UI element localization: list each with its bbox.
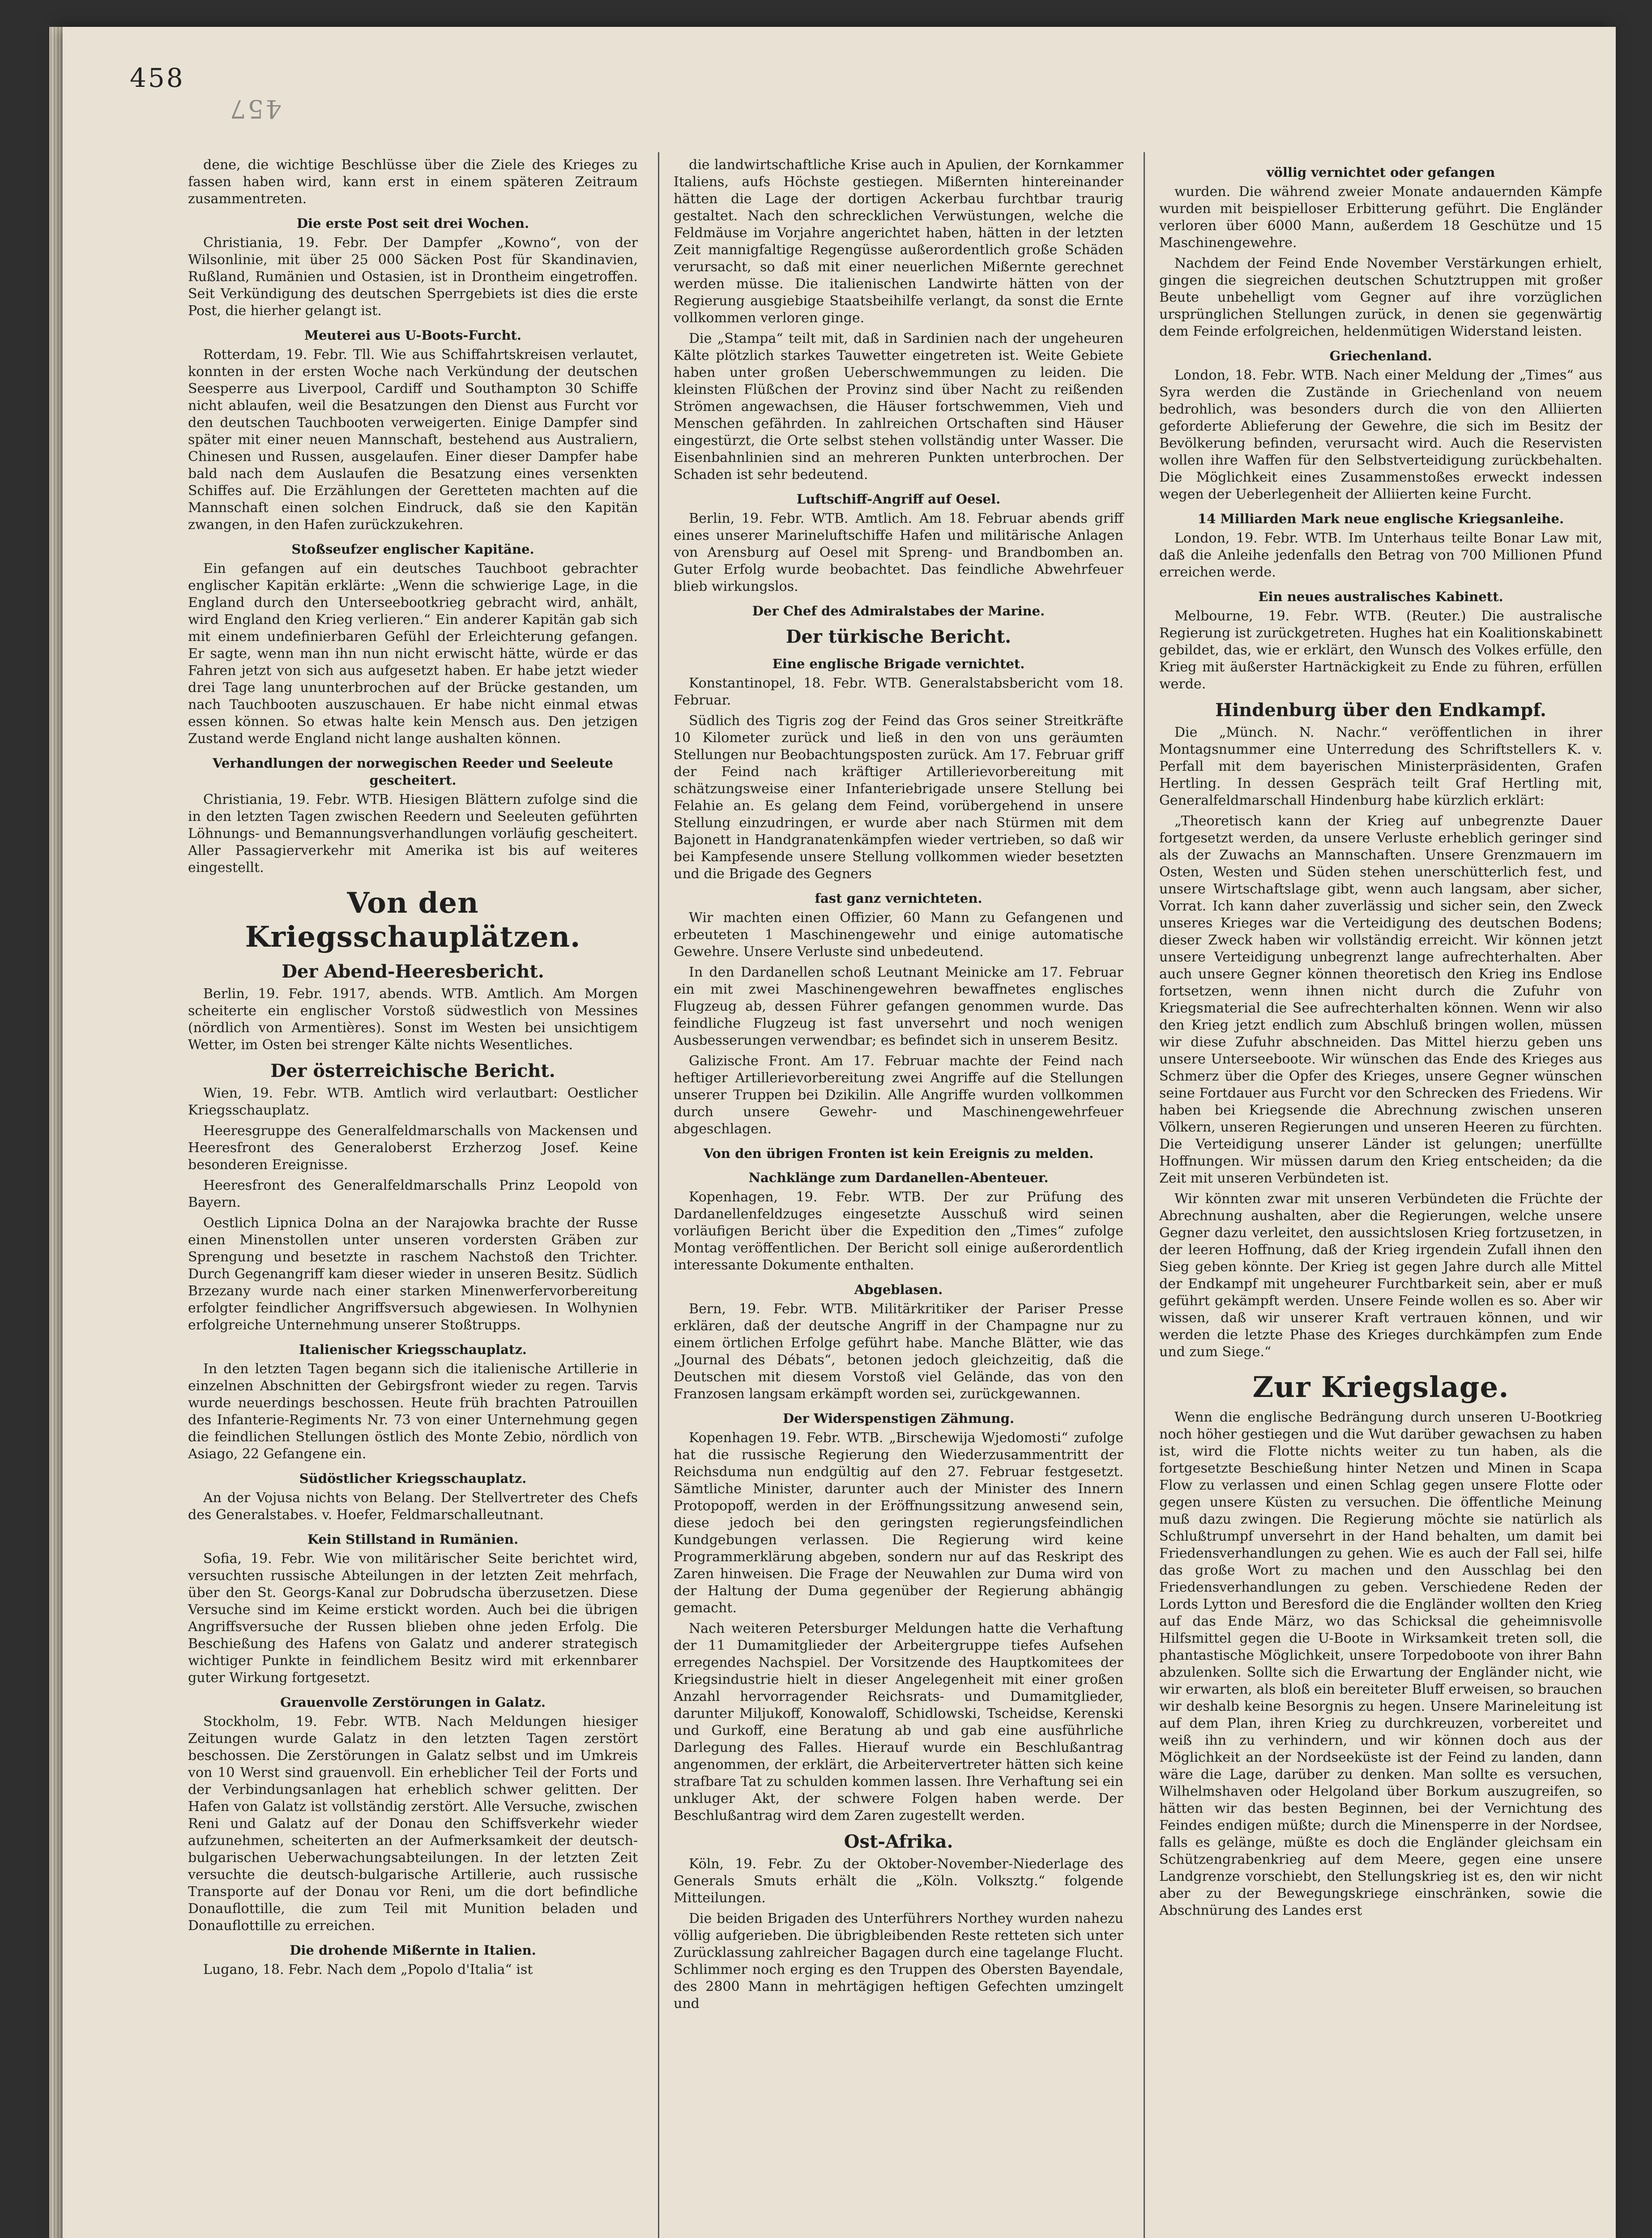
column-1 xyxy=(188,157,638,1982)
article-paragraph: Bern, 19. Febr. WTB. Militärkritiker der Pariser Presse erklären, daß der deutsche Angriff in der Champagne nur zu einem örtlichen Erfolge geführt habe. Manche Blätter, wie das „Journal des Débats“, betonen jedoch gleichzeitig, daß die Deutschen mit diesem Vorstoß viel Gelände, das von den Franzosen langsam erkämpft worden sei, zurückgewannen. xyxy=(674,1301,1123,1402)
article-heading: Der Widerspenstigen Zähmung. xyxy=(782,1411,1015,1426)
article-heading: Grauenvolle Zerstörungen in Galatz. xyxy=(280,1695,546,1710)
article-heading: Der österreichische Bericht. xyxy=(270,1060,555,1081)
article-heading: Kein Stillstand in Rumänien. xyxy=(307,1532,519,1547)
article-paragraph: In den letzten Tagen begann sich die italienische Artillerie in einzelnen Abschnitten der Gebirgsfront wieder zu regen. Tarvis wurde neuerdings beschossen. Heute früh brachten Patrouillen des Infanterie-Regiments Nr. 73 von einer Unternehmung gegen die feindlichen Stellungen östlich des Monte Zebio, nördlich von Asiago, 22 Gefangene ein. xyxy=(188,1361,638,1462)
article-paragraph: Die „Stampa“ teilt mit, daß in Sardinien nach der ungeheuren Kälte plötzlich starkes Tauwetter eingetreten ist. Weite Gebiete haben unter großen Ueberschwemmungen zu leiden. Die kleinsten Flüßchen der Provinz sind über Nacht zu reißenden Strömen angewachsen, die Häuser fortschwemmen, Vieh und Menschen gefährden. In zahlreichen Ortschaften sind Häuser eingestürzt, die Orte selbst stehen vollständig unter Wasser. Die Eisenbahnlinien sind an mehreren Punkten unterbrochen. Der Schaden ist sehr bedeutend. xyxy=(674,331,1123,483)
article-heading: Abgeblasen. xyxy=(854,1282,943,1297)
article-paragraph: Kopenhagen 19. Febr. WTB. „Birschewija Wjedomosti“ zufolge hat die russische Regierung den Wiederzusammentritt der Reichsduma nun endgültig auf den 27. Februar festgesetzt. Sämtliche Minister, darunter auch der Minister des Innern Protopopoff, werden in der Eröffnungssitzung anwesend sein, diese jedoch bei den geringsten regierungsfeindlichen Kundgebungen verlassen. Die Regierung wird keine Programmerklärung abgeben, sondern nur auf das Reskript des Zaren hinweisen. Die Frage der Neuwahlen zur Duma wird von der Haltung der Duma gegenüber der Regierung abhängig gemacht. xyxy=(674,1430,1123,1616)
article-paragraph: In den Dardanellen schoß Leutnant Meinicke am 17. Februar ein mit zwei Maschinengewehren bewaffnetes englisches Flugzeug ab, dessen Führer gefangen genommen wurde. Das feindliche Flugzeug ist fast unversehrt und noch wenigen Ausbesserungen verwendbar; es befindet sich in unserem Besitz. xyxy=(674,965,1123,1048)
article-paragraph: Südlich des Tigris zog der Feind das Gros seiner Streitkräfte 10 Kilometer zurück und ließ in den von uns geräumten Stellungen nur Beobachtungsposten zurück. Am 17. Februar griff der Feind nach kräftiger Artillerievorbereitung mit schätzungsweise einer Infanteriebrigade unsere Stellung bei Felahie an. Es gelang dem Feind, vorübergehend in unsere Stellung einzudringen, er wurde aber nach Stürmen mit dem Bajonett in Handgranatenkämpfen wieder vertrieben, so daß wir bei Kampfesende unsere Stellung vollkommen wieder besetzten und die Brigade des Gegners xyxy=(674,713,1123,882)
article-paragraph: Heeresgruppe des Generalfeldmarschalls von Mackensen und Heeresfront des Generaloberst Erzherzog Josef. Keine besonderen Ereignisse. xyxy=(188,1123,638,1173)
article-paragraph: Wir machten einen Offizier, 60 Mann zu Gefangenen und erbeuteten 1 Maschinengewehr und einige automatische Gewehre. Unsere Verluste sind unbedeutend. xyxy=(674,910,1123,960)
article-heading: 14 Milliarden Mark neue englische Kriegsanleihe. xyxy=(1197,511,1564,526)
article-paragraph: wurden. Die während zweier Monate andauernden Kämpfe wurden mit beispielloser Erbitterung geführt. Die Engländer verloren über 6000 Mann, außerdem 18 Geschütze und 15 Maschinengewehre. xyxy=(1159,184,1602,251)
article-paragraph: die landwirtschaftliche Krise auch in Apulien, der Kornkammer Italiens, aufs Höchste gestiegen. Mißernten hintereinander hätten die Lage der dortigen Ackerbau furchtbar traurig gestaltet. Nach den schrecklichen Verwüstungen, welche die Feldmäuse im Vorjahre angerichtet haben, hätten in der letzten Zeit mannigfaltige Regengüsse außerordentlich große Schäden verursacht, so daß mit einer neuerlichen Mißernte gerechnet werden müsse. Die italienischen Landwirte hätten von der Regierung ausgiebige Staatsbeihilfe verlangt, da sonst die Ernte vollkommen verloren ginge. xyxy=(674,157,1123,326)
article-paragraph: Christiania, 19. Febr. WTB. Hiesigen Blättern zufolge sind die in den letzten Tagen zwischen Reedern und Seeleuten geführten Löhnungs- und Bemannungsverhandlungen vorläufig gescheitert. Aller Passagierverkehr mit Amerika ist bis auf weiteres eingestellt. xyxy=(188,792,638,876)
article-paragraph: Melbourne, 19. Febr. WTB. (Reuter.) Die australische Regierung ist zurückgetreten. Hughes hat ein Koalitionskabinett gebildet, das, wie er erklärt, den Wunsch des Volkes erfülle, den Krieg mit äußerster Hartnäckigkeit zu Ende zu führen, erfüllen werde. xyxy=(1159,608,1602,692)
article-paragraph: An der Vojusa nichts von Belang. Der Stellvertreter des Chefs des Generalstabes. v. Hoefer, Feldmarschalleutnant. xyxy=(188,1490,638,1523)
article-paragraph: Die beiden Brigaden des Unterführers Northey wurden nahezu völlig aufgerieben. Die übrigbleibenden Reste retteten sich unter Zurücklassung zahlreicher Bagagen durch eine tagelange Flucht. Schlimmer noch erging es den Truppen des Obersten Bayendale, des 2800 Mann in mehrtägigen heftigen Gefechten umzingelt und xyxy=(674,1911,1123,2012)
article-heading: Meuterei aus U-Boots-Furcht. xyxy=(304,328,522,343)
article-paragraph: Die „Münch. N. Nachr.“ veröffentlichen in ihrer Montagsnummer eine Unterredung des Schriftstellers K. v. Perfall mit dem bayerischen Ministerpräsidenten, Grafen Hertling. In dessen Gespräch teilt Graf Hertling mit, Generalfeldmarschall Hindenburg habe kürzlich erklärt: xyxy=(1159,725,1602,808)
article-heading: Stoßseufzer englischer Kapitäne. xyxy=(291,542,534,557)
page-number: 458 xyxy=(130,63,185,93)
article-heading: Von den übrigen Fronten ist kein Ereignis zu melden. xyxy=(703,1146,1094,1161)
article-heading: Die erste Post seit drei Wochen. xyxy=(296,216,529,231)
article-heading: fast ganz vernichteten. xyxy=(815,891,982,906)
article-paragraph: Lugano, 18. Febr. Nach dem „Popolo d'Italia“ ist xyxy=(203,1962,533,1977)
article-paragraph: Wenn die englische Bedrängung durch unseren U-Bootkrieg noch höher gestiegen und die Wut darüber gewachsen zu haben ist, wird die Flotte nichts weiter zu tun haben, als die fortgesetzte Beschießung hinter Netzen und Minen in Scapa Flow zu verlassen und einen Schlag gegen unsere Flotte oder gegen unsere Küsten zu versuchen. Die öffentliche Meinung muß dazu zwingen. Die Regierung möchte sie natürlich als Schlußtrumpf unversehrt in der Hand behalten, um damit bei Friedensverhandlungen zu gehen. Wie es auch der Fall sei, hilfe das große Wort zu machen und den Ausschlag bei den Friedensverhandlungen zu geben. Verschiedene Reden der Lords Lytton und Beresford die die Engländer wollten den Krieg auf das Ende März, wo das Schicksal die geheimnisvolle Hilfsmittel gegen die U-Boote in Wirksamkeit treten soll, die phantastische Möglichkeit, unsere Torpedoboote von ihrer Bahn abzulenken. Sollte sich die Erwartung der Engländer nicht, wie wir erwarten, als bloß ein bereiteter Bluff erweisen, so brauchen wir deshalb keine Besorgnis zu hegen. Unsere Marineleitung ist auf dem Plan, ihren Krieg zu durchkreuzen, vorbereitet und weiß ihn zu verhindern, und wir können doch aus der Möglichkeit an der Nordseeküste ist der Feind zu landen, dann wäre die Lage, darüber zu denken. Man sollte es versuchen, Wilhelmshaven oder Helgoland über Borkum auszugreifen, so hätten wir das besten Beginnen, bei der Vernichtung des Feindes endigen müßte; durch die Minensperre in der Nordsee, falls es gelänge, müßte es doch die Engländer gleichsam ein Schützengrabenkrieg auf dem Meere, gegen eine unsere Landgrenze vorschiebt, den Stellungskrieg ist es, den wir nicht aber zu der Bewegungskriege einschränken, sowie die Abschnürung des Landes erst xyxy=(1159,1409,1602,1918)
article-paragraph: Oestlich Lipnica Dolna an der Narajowka brachte der Russe einen Minenstollen unter unseren vordersten Gräben zur Sprengung und besetzte in raschem Nachstoß den Trichter. Durch Gegenangriff kam dieser wieder in unseren Besitz. Südlich Brzezany wurde nach einer starken Minenwerfervorbereitung erfolgter feindlicher Angriffsversuch abgewiesen. In Wolhynien erfolgreiche Unternehmung unserer Stoßtrupps. xyxy=(188,1215,638,1333)
article-heading: Verhandlungen der norwegischen Reeder und Seeleute gescheitert. xyxy=(212,756,613,788)
article-paragraph: Galizische Front. Am 17. Februar machte der Feind nach heftiger Artillerievorbereitung zwei Angriffe auf die Stellungen unserer Truppen bei Dzikilin. Alle Angriffe wurden vollkommen durch unsere Gewehr- und Maschinengewehrfeuer abgeschlagen. xyxy=(674,1053,1123,1137)
article-heading: Hindenburg über den Endkampf. xyxy=(1215,700,1546,721)
section-heading: Von den Kriegsschauplätzen. xyxy=(245,886,581,954)
article-paragraph: Rotterdam, 19. Febr. Tll. Wie aus Schiffahrtskreisen verlautet, konnten in der ersten Woche nach Verkündung der deutschen Seesperre aus Liverpool, Cardiff und Southampton 30 Schiffe nicht ablaufen, weil die Besatzungen den Dienst aus Furcht vor den deutschen Tauchbooten verweigerten. Einige Dampfer sind später mit einer neuen Mannschaft, bestehend aus Australiern, Chinesen und Russen, ausgelaufen. Einer dieser Dampfer habe bald nach dem Auslaufen die Besatzung eines versenkten Schiffes auf. Die Erzählungen der Geretteten machten auf die Mannschaft einen solchen Eindruck, daß sie den Kapitän zwangen, in den Hafen zurückzukehren. xyxy=(188,347,638,533)
article-heading: Eine englische Brigade vernichtet. xyxy=(772,656,1025,671)
article-heading: Luftschiff-Angriff auf Oesel. xyxy=(796,491,1001,507)
article-heading: Der Chef des Admiralstabes der Marine. xyxy=(752,603,1045,619)
article-paragraph: Kopenhagen, 19. Febr. WTB. Der zur Prüfung des Dardanellenfeldzuges eingesetzte Ausschuß wird seinen vorläufigen Bericht über die Expedition den „Times“ zufolge Montag veröffentlichen. Der Bericht soll einige außerordentlich interessante Dokumente enthalten. xyxy=(674,1189,1123,1273)
article-paragraph: London, 18. Febr. WTB. Nach einer Meldung der „Times“ aus Syra werden die Zustände in Griechenland von neuem bedrohlich, was besonders durch die von den Alliierten geforderte Ablieferung der Gewehre, die sich im Besitz der Bevölkerung befinden, verursacht wird. Auch die Reservisten wollen ihre Waffen für den Selbstverteidigung zurückbehalten. Die Möglichkeit eines Zusammenstoßes erweckt indessen wegen der Ueberlegenheit der Alliierten keine Furcht. xyxy=(1159,367,1602,502)
article-paragraph: Heeresfront des Generalfeldmarschalls Prinz Leopold von Bayern. xyxy=(188,1178,638,1210)
article-paragraph: Berlin, 19. Febr. WTB. Amtlich. Am 18. Februar abends griff eines unserer Marineluftschiffe Hafen und militärische Anlagen von Arensburg auf Oesel mit Spreng- und Brandbomben an. Guter Erfolg wurde beobachtet. Das feindliche Abwehrfeuer blieb wirkungslos. xyxy=(674,511,1123,594)
article-heading: Griechenland. xyxy=(1329,348,1432,363)
article-heading: völlig vernichtet oder gefangen xyxy=(1266,165,1495,180)
article-heading: Italienischer Kriegsschauplatz. xyxy=(299,1342,527,1357)
article-paragraph: Köln, 19. Febr. Zu der Oktober-November-Niederlage des Generals Smuts erhält die „Köln. Volksztg.“ folgende Mitteilungen. xyxy=(674,1856,1123,1906)
article-paragraph: Christiania, 19. Febr. Der Dampfer „Kowno“, von der Wilsonlinie, mit über 25 000 Säcken Post für Skandinavien, Rußland, Rumänien und Ostasien, ist in Drontheim eingetroffen. Seit Verkündigung des deutschen Sperrgebiets ist dies die erste Post, die hierher gelangt ist. xyxy=(188,235,638,319)
article-paragraph: Sofia, 19. Febr. Wie von militärischer Seite berichtet wird, versuchten russische Abteilungen in der letzten Zeit mehrfach, über den St. Georgs-Kanal zur Dobrudscha überzusetzen. Diese Versuche sind im Keime erstickt worden. Auch bei die übrigen Angriffsversuche der Russen blieben ohne jeden Erfolg. Die Beschießung des Hafens von Galatz und anderer strategisch wichtiger Punkte in feindlichem Besitz wird mit erkennbarer guter Wirkung fortgesetzt. xyxy=(188,1551,638,1686)
article-paragraph: Wien, 19. Febr. WTB. Amtlich wird verlautbart: Oestlicher Kriegsschauplatz. xyxy=(188,1085,638,1118)
article-paragraph: Stockholm, 19. Febr. WTB. Nach Meldungen hiesiger Zeitungen wurde Galatz in den letzten Tagen zerstört beschossen. Die Zerstörungen in Galatz selbst und im Umkreis von 10 Werst sind grauenvoll. Ein erheblicher Teil der Forts und der Verbindungsanlagen hat erheblich schwer gelitten. Der Hafen von Galatz ist vollständig zerstört. Alle Versuche, zwischen Reni und Galatz auf der Donau den Schiffsverkehr wieder aufzunehmen, scheiterten an der Aufmerksamkeit der deutsch-bulgarischen Ueberwachungsabteilungen. In der letzten Zeit versuchte die deutsch-bulgarische Artillerie, auch russische Transporte auf der Donau vor Reni, um die dort befindliche Donauflottille, die zum Teil mit Munition beladen und Donauflottille zu erreichen. xyxy=(188,1714,638,1934)
article-heading: Ost-Afrika. xyxy=(844,1831,953,1852)
pencil-page-number: 457 xyxy=(228,94,282,123)
article-paragraph: „Theoretisch kann der Krieg auf unbegrenzte Dauer fortgesetzt werden, da unsere Verluste erheblich geringer sind als der Zuwachs an Mannschaften. Unsere Grenzmauern im Osten, Westen und Süden stehen unerschütterlich fest, und unsere Wirtschaftslage gibt, wenn auch langsam, aber sicher, Vorrat. Ich kann daher zuverlässig und sicher sein, den Zweck unseres Krieges war die Verteidigung des deutschen Bodens; dieser Zweck haben wir vollständig erreicht. Wir können jetzt unsere Verteidigung unbegrenzt lange aufrechterhalten. Aber auch unsere Gegner können theoretisch den Krieg ins Endlose fortsetzen, wenn ihnen nicht durch die Zufuhr von Kriegsmaterial die See aufrechterhalten können. Wenn wir also den Krieg jetzt endlich zum Abschluß bringen wollen, müssen wir diese Zufuhr abschneiden. Das Mittel hierzu geben uns unsere Unterseeboote. Wir wünschen das Ende des Krieges aus Schmerz über die Opfer des Krieges, unsere Gegner wünschen seine Fortdauer aus Furcht vor den Schrecken des Friedens. Wir haben bei Kriegsende die Abrechnung zwischen unseren Völkern, unseren Regierungen und unseren Heeren zu fürchten. Die Verteidigung unserer Länder ist gelungen; unerfüllte Hoffnungen. Wir müssen darum den Krieg entscheiden; da die Zeit mit unseren Verbündeten ist. xyxy=(1159,813,1602,1186)
column-2 xyxy=(674,157,1123,2016)
article-heading: Ein neues australisches Kabinett. xyxy=(1258,589,1503,604)
article-heading: Südöstlicher Kriegsschauplatz. xyxy=(299,1471,527,1486)
article-paragraph: Konstantinopel, 18. Febr. WTB. Generalstabsbericht vom 18. Februar. xyxy=(674,675,1123,708)
article-paragraph: Ein gefangen auf ein deutsches Tauchboot gebrachter englischer Kapitän erklärte: „Wenn die schwierige Lage, in die England durch den Unterseebootkrieg gebracht wird, anhält, wird England den Krieg verlieren.“ Ein anderer Kapitän gab sich mit einem undefinierbaren Gefühl der Erleichterung gefangen. Er sagte, wenn man ihn nun nicht erwischt hätte, würde er das Fahren jetzt von sich aus aufgesetzt haben. Er habe jetzt wieder drei Tage lang ununterbrochen auf der Brücke gestanden, um nach Tauchbooten auszuschauen. Er habe nicht einmal etwas essen können. So etwas halte kein Mensch aus. Den jetzigen Zustand werde England nicht lange aushalten können. xyxy=(188,561,638,747)
article-heading: Die drohende Mißernte in Italien. xyxy=(290,1943,536,1958)
article-heading: Der türkische Bericht. xyxy=(785,626,1012,647)
column-rule-1 xyxy=(658,152,659,2238)
article-heading: Der Abend-Heeresbericht. xyxy=(282,961,544,982)
article-heading: Nachklänge zum Dardanellen-Abenteuer. xyxy=(748,1170,1049,1185)
section-heading: Zur Kriegslage. xyxy=(1252,1371,1509,1404)
article-paragraph: Berlin, 19. Febr. 1917, abends. WTB. Amtlich. Am Morgen scheiterte ein englischer Vorstoß südwestlich von Messines (nördlich von Armentières). Sonst im Westen bei unsichtigem Wetter, im Osten bei strenger Kälte nichts Wesentliches. xyxy=(188,986,638,1053)
column-rule-2 xyxy=(1144,152,1145,2238)
article-paragraph: Nach weiteren Petersburger Meldungen hatte die Verhaftung der 11 Dumamitglieder der Arbeitergruppe tiefes Aufsehen erregendes Nachspiel. Der Vorsitzende des Hauptkomitees der Kriegsindustrie hielt in dieser Angelegenheit mit einer großen Anzahl hervorragender Reichsrats- und Dumamitglieder, darunter Miljukoff, Konowaloff, Schidlowski, Tscheidse, Kerenski und Gurkoff, eine Beratung ab und gab eine ausführliche Darlegung des Falles. Hierauf wurde ein Beschlußantrag angenommen, der erklärt, die Arbeitervertreter hätten sich keine strafbare Tat zu schulden kommen lassen. Ihre Verhaftung sei ein unkluger Akt, der schwere Folgen haben werde. Der Beschlußantrag wird dem Zaren zugestellt werden. xyxy=(674,1621,1123,1824)
article-paragraph: Nachdem der Feind Ende November Verstärkungen erhielt, gingen die siegreichen deutschen Schutztruppen mit großer Beute unbehelligt vom Gegner auf ihre vorzüglichen ursprünglichen Stellungen zurück, in denen sie gegenwärtig dem Feinde erfolgreichen, heldenmütigen Widerstand leisten. xyxy=(1159,256,1602,339)
article-paragraph: dene, die wichtige Beschlüsse über die Ziele des Krieges zu fassen haben wird, kann erst in einem späteren Zeitraum zusammentreten. xyxy=(188,157,638,207)
article-paragraph: London, 19. Febr. WTB. Im Unterhaus teilte Bonar Law mit, daß die Anleihe jedenfalls den Betrag von 700 Millionen Pfund erreichen werde. xyxy=(1159,530,1602,580)
column-3 xyxy=(1159,157,1602,1923)
article-paragraph: Wir könnten zwar mit unseren Verbündeten die Früchte der Abrechnung aushalten, aber die Regierungen, welche unsere Gegner dazu verleitet, den aussichtslosen Krieg fortzusetzen, in der leeren Hoffnung, daß der Krieg irgendein Zufall ihnen den Sieg geben könnte. Der Krieg ist gegen Jahre durch alle Mittel der Endkampf mit ungeheurer Furchtbarkeit sein, aber er muß geführt gekämpft werden. Unsere Feinde wollen es so. Aber wir wissen, daß wir unserer Kraft vertrauen können, und wir werden die letzte Phase des Krieges durchkämpfen zum Ende und zum Siege.“ xyxy=(1159,1191,1602,1360)
